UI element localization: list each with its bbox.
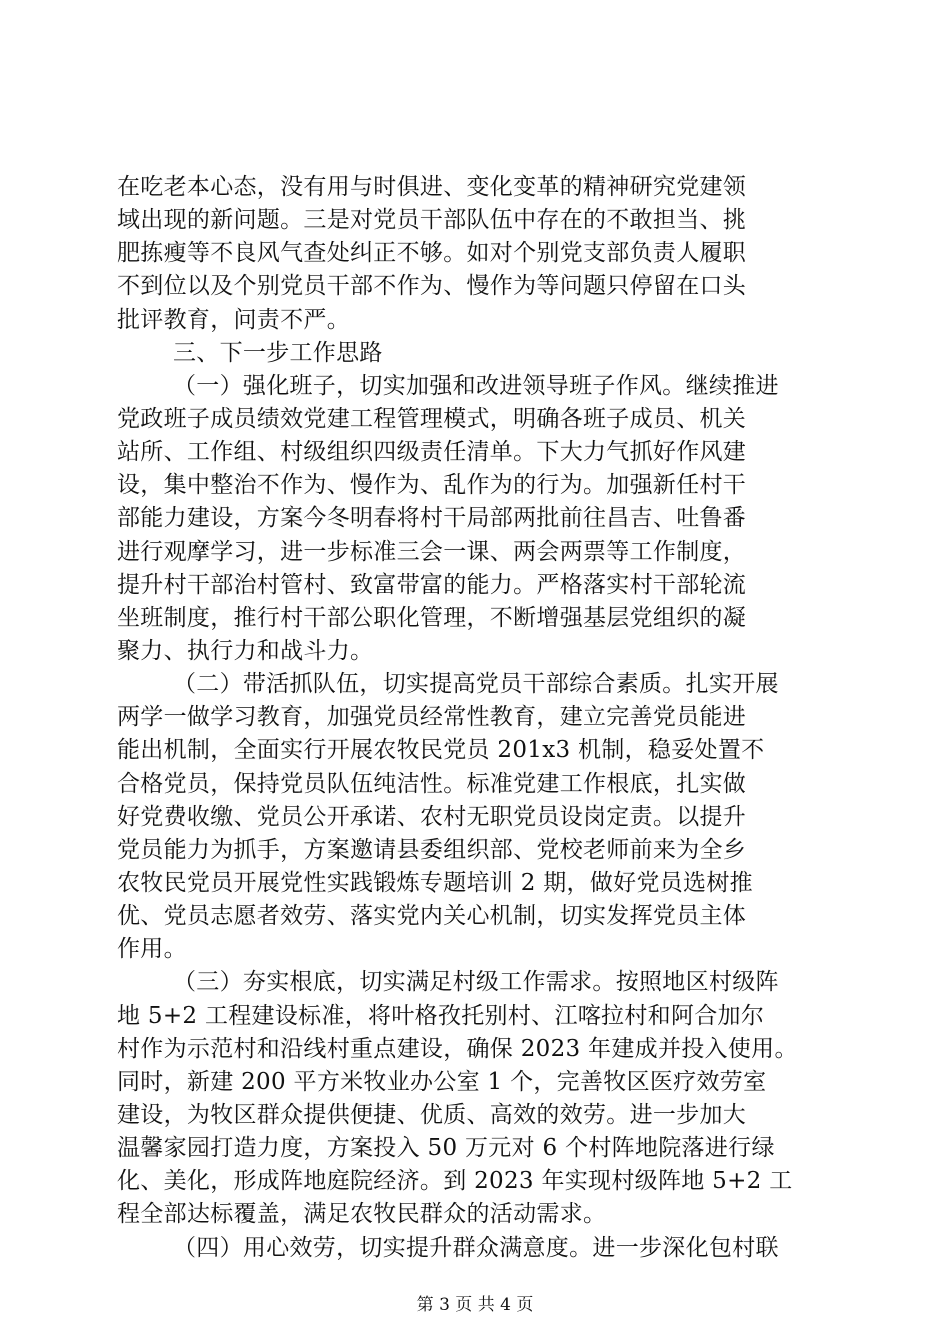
text-line: 优、党员志愿者效劳、落实党内关心机制，切实发挥党员主体 [117, 903, 747, 930]
text-line: 域出现的新问题。三是对党员干部队伍中存在的不敢担当、挑 [117, 207, 747, 234]
text-line: 站所、工作组、村级组织四级责任清单。下大力气抓好作风建 [117, 439, 747, 466]
text-line: 合格党员，保持党员队伍纯洁性。标准党建工作根底，扎实做 [117, 770, 747, 797]
text-line: 在吃老本心态，没有用与时俱进、变化变革的精神研究党建领 [117, 174, 747, 200]
text-line: （三）夯实根底，切实满足村级工作需求。按照地区村级阵 [173, 969, 779, 996]
text-line: 程全部达标覆盖，满足农牧民群众的活动需求。 [117, 1201, 607, 1228]
text-line: 三、下一步工作思路 [173, 339, 383, 366]
text-line: 两学一做学习教育，加强党员经常性教育，建立完善党员能进 [117, 704, 747, 731]
text-line: 作用。 [117, 936, 187, 963]
text-line: 进行观摩学习，进一步标准三会一课、两会两票等工作制度， [117, 538, 747, 565]
text-line: 好党费收缴、党员公开承诺、农村无职党员设岗定责。以提升 [117, 803, 747, 830]
text-line: 提升村干部治村管村、致富带富的能力。严格落实村干部轮流 [117, 571, 747, 598]
text-line: （二）带活抓队伍，切实提高党员干部综合素质。扎实开展 [173, 671, 779, 698]
text-line: 坐班制度，推行村干部公职化管理，不断增强基层党组织的凝 [117, 604, 747, 631]
text-line: 批评教育，问责不严。 [117, 306, 350, 333]
text-line: 农牧民党员开展党性实践锻炼专题培训 2 期，做好党员选树推 [117, 869, 753, 896]
page-footer: 第 3 页 共 4 页 [416, 1295, 534, 1315]
text-line: 建设，为牧区群众提供便捷、优质、高效的效劳。进一步加大 [117, 1101, 747, 1128]
text-line: （四）用心效劳，切实提升群众满意度。进一步深化包村联 [173, 1234, 779, 1261]
text-line: 党政班子成员绩效党建工程管理模式，明确各班子成员、机关 [117, 405, 747, 432]
text-line: 温馨家园打造力度，方案投入 50 万元对 6 个村阵地院落进行绿 [117, 1135, 775, 1162]
text-line: （一）强化班子，切实加强和改进领导班子作风。继续推进 [173, 372, 779, 399]
text-line: 肥拣瘦等不良风气查处纠正不够。如对个别党支部负责人履职 [117, 240, 747, 267]
text-line: 化、美化，形成阵地庭院经济。到 2023 年实现村级阵地 5+2 工 [117, 1168, 793, 1195]
document-body [117, 171, 837, 1265]
text-line: 部能力建设，方案今冬明春将村干局部两批前往昌吉、吐鲁番 [117, 505, 747, 532]
text-line: 同时，新建 200 平方米牧业办公室 1 个，完善牧区医疗效劳室 [117, 1068, 767, 1095]
text-line: 不到位以及个别党员干部不作为、慢作为等问题只停留在口头 [117, 273, 747, 300]
text-line: 聚力、执行力和战斗力。 [117, 637, 374, 664]
text-line: 设，集中整治不作为、慢作为、乱作为的行为。加强新任村干 [117, 472, 747, 499]
text-line: 地 5+2 工程建设标准，将叶格孜托别村、江喀拉村和阿合加尔 [117, 1002, 765, 1029]
text-line: 能出机制，全面实行开展农牧民党员 201x3 机制，稳妥处置不 [117, 737, 765, 764]
text-line: 村作为示范村和沿线村重点建设，确保 2023 年建成并投入使用。 [117, 1035, 798, 1062]
text-line: 党员能力为抓手，方案邀请县委组织部、党校老师前来为全乡 [117, 836, 747, 863]
